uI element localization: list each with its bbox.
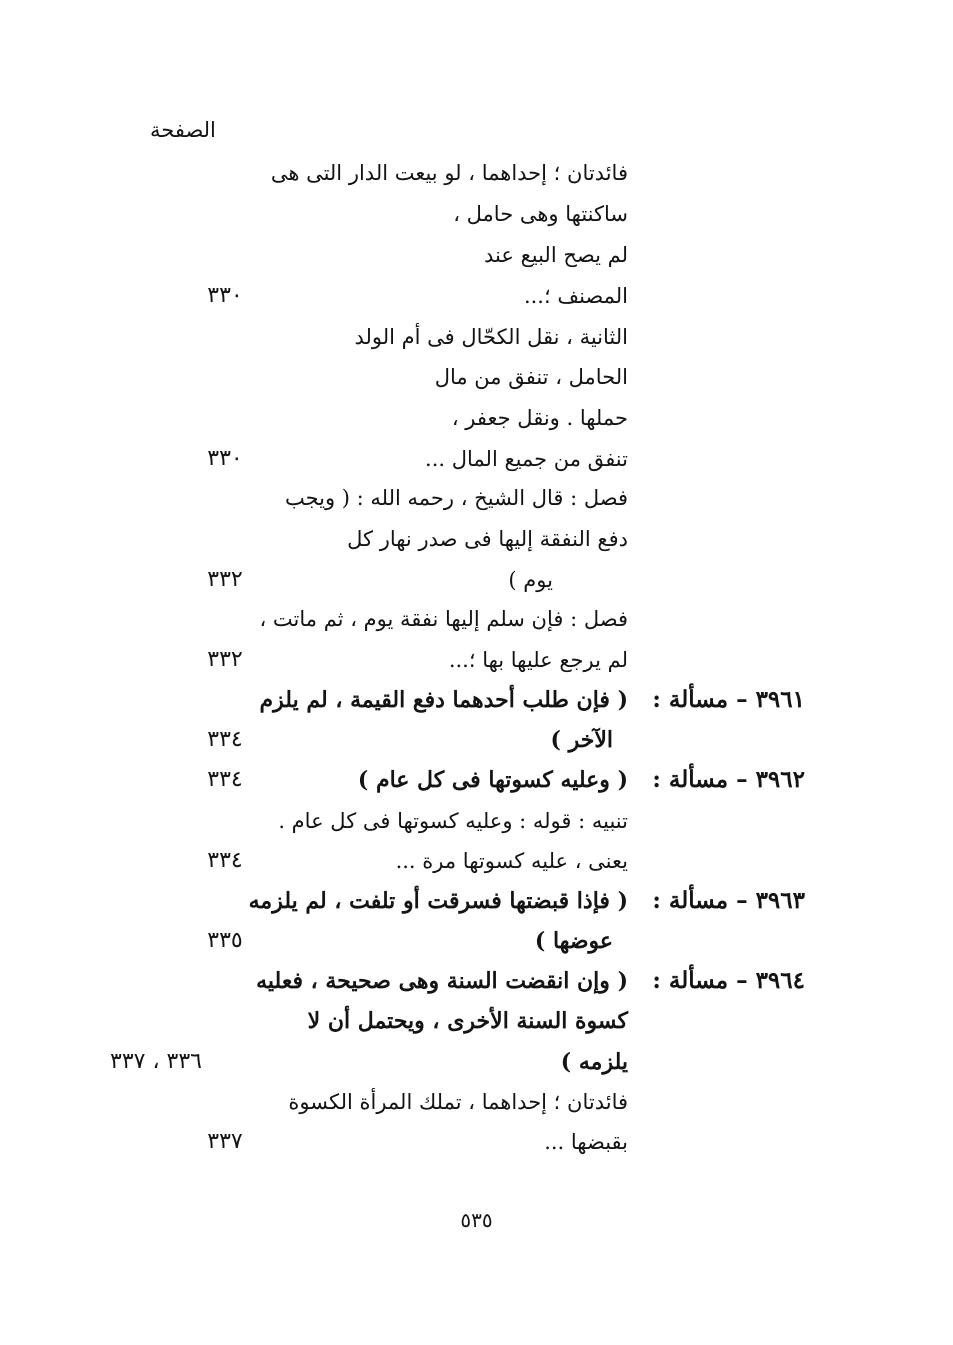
entry-text: كسوة السنة الأخرى ، ويحتمل أن لا xyxy=(307,1008,628,1034)
index-line xyxy=(0,720,953,760)
page-number: ٥٣٥ xyxy=(460,1208,493,1232)
index-line xyxy=(0,276,953,316)
index-line xyxy=(0,760,953,800)
entry-text: عوضها ) xyxy=(534,928,613,954)
index-line xyxy=(0,317,953,357)
index-line xyxy=(0,801,953,841)
page-reference: ٣٣٤ xyxy=(207,727,243,752)
index-line xyxy=(0,439,953,479)
entry-text: المصنف ؛... xyxy=(523,284,628,308)
page-reference: ٣٣٤ xyxy=(207,848,243,873)
entry-text: يوم ) xyxy=(508,568,553,592)
page-reference: ٣٣٠ xyxy=(207,283,243,308)
issue-number: ٣٩٦٢ – مسألة : xyxy=(652,766,805,793)
page-reference: ٣٣٠ xyxy=(207,446,243,471)
index-line xyxy=(0,1082,953,1122)
entry-text: ( وإن انقضت السنة وهى صحيحة ، فعليه xyxy=(256,968,628,994)
entry-text: تنبيه : قوله : وعليه كسوتها فى كل عام . xyxy=(278,809,628,833)
index-line xyxy=(0,1042,953,1082)
page-reference: ٣٣٧ xyxy=(207,1129,243,1154)
issue-number: ٣٩٦٣ – مسألة : xyxy=(652,887,805,914)
entry-text: فصل : فإن سلم إليها نفقة يوم ، ثم ماتت ، xyxy=(259,607,628,631)
index-line xyxy=(0,921,953,961)
page-reference: ٣٣٢ xyxy=(207,647,243,672)
entry-text: ( وعليه كسوتها فى كل عام ) xyxy=(357,767,628,793)
index-line xyxy=(0,235,953,275)
index-line xyxy=(0,841,953,881)
index-line xyxy=(0,680,953,720)
index-line xyxy=(0,153,953,193)
index-line xyxy=(0,398,953,438)
index-line xyxy=(0,881,953,921)
index-line xyxy=(0,194,953,234)
index-line xyxy=(0,1122,953,1162)
index-line xyxy=(0,961,953,1001)
entry-text: الثانية ، نقل الكحّال فى أم الولد xyxy=(354,325,628,349)
entry-text: فائدتان ؛ إحداهما ، لو بيعت الدار التى هى xyxy=(270,161,628,185)
index-line xyxy=(0,357,953,397)
index-line xyxy=(0,640,953,680)
index-line xyxy=(0,519,953,559)
entry-text: فصل : قال الشيخ ، رحمه الله : ( ويجب xyxy=(284,486,628,510)
entry-text: حملها . ونقل جعفر ، xyxy=(451,406,628,430)
entry-text: ( فإن طلب أحدهما دفع القيمة ، لم يلزم xyxy=(259,687,628,713)
entry-text: الآخر ) xyxy=(550,727,613,753)
index-line xyxy=(0,478,953,518)
entry-text: بقبضها ... xyxy=(544,1130,628,1154)
entry-text: ساكنتها وهى حامل ، xyxy=(453,202,628,226)
page-reference: ٣٣٥ xyxy=(207,928,243,953)
entry-text: دفع النفقة إليها فى صدر نهار كل xyxy=(347,527,628,551)
page-reference: ٣٣٢ xyxy=(207,567,243,592)
entry-text: يلزمه ) xyxy=(560,1049,628,1075)
entry-text: لم يصح البيع عند xyxy=(484,243,628,267)
entry-text: الحامل ، تنفق من مال xyxy=(434,365,628,389)
page-reference: ٣٣٤ xyxy=(207,767,243,792)
entry-text: فائدتان ؛ إحداهما ، تملك المرأة الكسوة xyxy=(288,1090,628,1114)
index-line xyxy=(0,560,953,600)
entry-text: يعنى ، عليه كسوتها مرة ... xyxy=(395,849,628,873)
page-reference: ٣٣٦ ، ٣٣٧ xyxy=(110,1049,202,1074)
issue-number: ٣٩٦٤ – مسألة : xyxy=(652,967,805,994)
index-line xyxy=(0,1001,953,1041)
entry-text: ( فإذا قبضتها فسرقت أو تلفت ، لم يلزمه xyxy=(248,888,628,914)
index-line xyxy=(0,599,953,639)
entry-text: لم يرجع عليها بها ؛... xyxy=(448,648,628,672)
column-header-page: الصفحة xyxy=(150,118,216,142)
entry-text: تنفق من جميع المال ... xyxy=(425,447,628,471)
issue-number: ٣٩٦١ – مسألة : xyxy=(652,686,805,713)
